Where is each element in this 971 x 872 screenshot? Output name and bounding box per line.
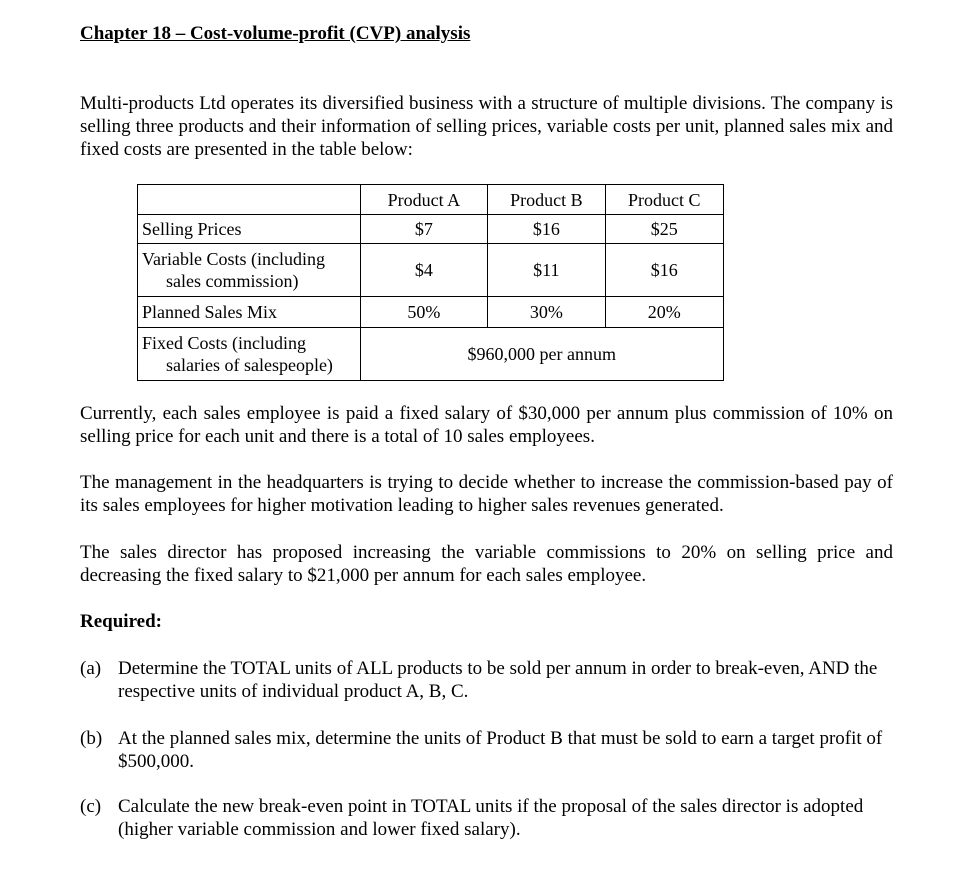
fixed-costs-label-line1: Fixed Costs (including — [142, 333, 307, 353]
intro-paragraph: Multi-products Ltd operates its diversified business with a structure of multiple divisions. The company is selling three products and their information of selling prices, variable costs per unit, planned sales mix and fixed costs are presented in the table below: — [80, 93, 893, 160]
variable-costs-label-line2: sales commission) — [166, 271, 299, 291]
sales-mix-b: 30% — [488, 297, 605, 328]
variable-costs-label — [138, 244, 361, 297]
question-b — [80, 727, 893, 773]
question-c-label: (c) — [80, 796, 102, 817]
header-product-c: Product C — [605, 185, 723, 215]
question-a-label: (a) — [80, 658, 102, 679]
variable-cost-c: $16 — [605, 244, 723, 297]
question-b-text: At the planned sales mix, determine the units of Product B that must be sold to earn a target profit of $500,000. — [118, 728, 883, 772]
management-paragraph: The management in the headquarters is trying to decide whether to increase the commission-based pay of its sales employees for higher motivation leading to higher sales revenues generated. — [80, 472, 893, 516]
question-a-text: Determine the TOTAL units of ALL products to be sold per annum in order to break-even, AND the respective units of individual product A, B, C. — [118, 658, 878, 702]
header-product-a: Product A — [360, 185, 488, 215]
variable-cost-b: $11 — [488, 244, 605, 297]
chapter-heading: Chapter 18 – Cost-volume-profit (CVP) analysis — [80, 23, 471, 44]
header-product-b: Product B — [488, 185, 605, 215]
fixed-costs-label — [138, 328, 361, 381]
required-heading: Required: — [80, 611, 162, 632]
table-row-selling-prices — [138, 215, 724, 244]
table-row-variable-costs — [138, 244, 724, 297]
selling-prices-label: Selling Prices — [138, 215, 361, 244]
fixed-costs-label-line2: salaries of salespeople) — [166, 355, 333, 375]
variable-costs-label-line1: Variable Costs (including — [142, 249, 325, 269]
question-a — [80, 657, 893, 703]
table-row-sales-mix — [138, 297, 724, 328]
director-paragraph: The sales director has proposed increasing the variable commissions to 20% on selling price and decreasing the fixed salary to $21,000 per annum for each sales employee. — [80, 542, 893, 586]
question-b-label: (b) — [80, 728, 103, 749]
selling-price-b: $16 — [488, 215, 605, 244]
table-header-row — [138, 185, 724, 215]
selling-price-c: $25 — [605, 215, 723, 244]
table-corner-cell — [138, 185, 361, 215]
salary-paragraph: Currently, each sales employee is paid a fixed salary of $30,000 per annum plus commission of 10% on selling price for each unit and there is a total of 10 sales employees. — [80, 403, 893, 447]
table-row-fixed-costs — [138, 328, 724, 381]
variable-cost-a: $4 — [360, 244, 488, 297]
product-info-table — [137, 184, 724, 381]
sales-mix-a: 50% — [360, 297, 488, 328]
question-c — [80, 795, 893, 841]
selling-price-a: $7 — [360, 215, 488, 244]
sales-mix-label: Planned Sales Mix — [138, 297, 361, 328]
fixed-costs-value: $960,000 per annum — [360, 328, 723, 381]
question-c-text: Calculate the new break-even point in TOTAL units if the proposal of the sales director is adopted (higher variable commission and lower fixed salary). — [118, 796, 864, 840]
sales-mix-c: 20% — [605, 297, 723, 328]
